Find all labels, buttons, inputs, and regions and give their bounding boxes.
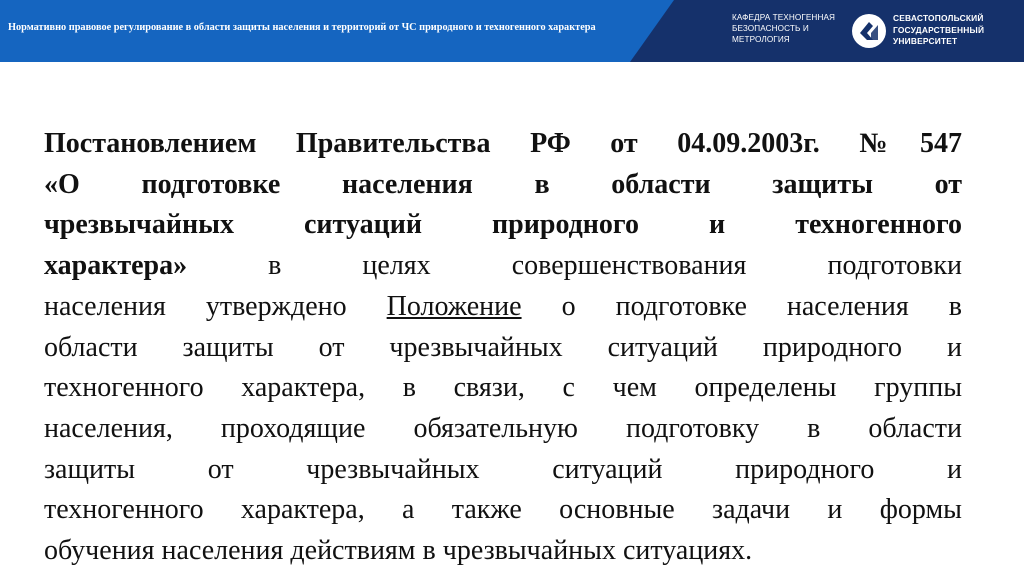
text-segment: техногенного характера, в связи, с чем определены группы (44, 372, 962, 404)
paragraph-line (44, 531, 962, 572)
text-segment: области защиты от чрезвычайных ситуаций природного и (44, 331, 962, 363)
department-name (732, 12, 852, 45)
department-line: БЕЗОПАСНОСТЬ И (732, 24, 809, 33)
regulation-link[interactable]: Положение (386, 290, 522, 322)
text-segment: чрезвычайных ситуаций природного и техногенного (44, 209, 962, 241)
department-line: МЕТРОЛОГИЯ (732, 35, 790, 44)
department-line: КАФЕДРА ТЕХНОГЕННАЯ (732, 13, 836, 22)
university-line: УНИВЕРСИТЕТ (893, 36, 958, 46)
paragraph-line (44, 490, 962, 531)
header-bar (0, 0, 1024, 62)
university-name (893, 13, 1021, 48)
header-title: Нормативно правовое регулирование в области защиты населения и территорий от ЧС природного и техногенного характера (8, 22, 596, 33)
text-segment: защиты от чрезвычайных ситуаций природного и (44, 453, 962, 485)
university-line: СЕВАСТОПОЛЬСКИЙ (893, 13, 984, 23)
paragraph-line (44, 450, 962, 491)
text-segment: Постановлением Правительства РФ от 04.09.2003г. №547 (44, 128, 962, 159)
paragraph-line (44, 246, 962, 287)
text-segment: населения утверждено (44, 290, 387, 322)
paragraph-line (44, 165, 962, 206)
text-segment: «О подготовке населения в области защиты от (44, 168, 962, 200)
paragraph-line (44, 328, 962, 369)
text-segment: техногенного характера, а также основные задачи и формы (44, 494, 962, 526)
university-line: ГОСУДАРСТВЕННЫЙ (893, 24, 985, 35)
text-segment: обучения населения действиям в чрезвычайных ситуациях. (44, 535, 753, 567)
paragraph-line (44, 205, 962, 246)
paragraph-line (44, 368, 962, 409)
paragraph-line (44, 124, 962, 165)
sevsu-logo-icon (851, 13, 887, 49)
text-segment: в целях совершенствования подготовки (187, 250, 962, 282)
text-segment: населения, проходящие обязательную подготовку в области (44, 412, 962, 444)
paragraph-line (44, 287, 962, 328)
text-segment: о подготовке населения в (521, 290, 962, 322)
main-paragraph (44, 124, 962, 572)
text-segment: характера» (44, 250, 188, 282)
paragraph-line (44, 409, 962, 450)
